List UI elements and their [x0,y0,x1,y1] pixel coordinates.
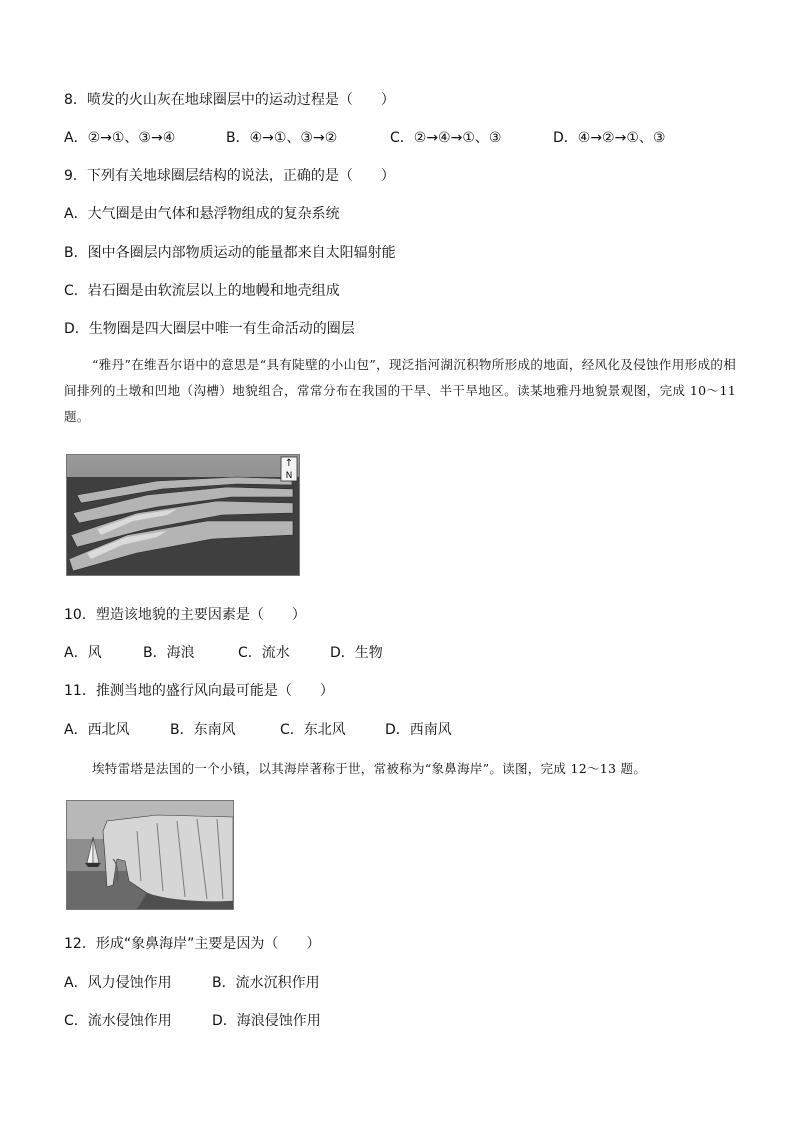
question-9-stem: 9．下列有关地球圈层结构的说法，正确的是（ ） [64,168,395,184]
question-11-option-d: D．西南风 [385,722,452,738]
question-10-option-c: C．流水 [238,645,290,661]
elephant-trunk-coast-photo [66,800,234,910]
question-10-option-d: D．生物 [330,645,383,661]
question-9-option-a: A．大气圈是由气体和悬浮物组成的复杂系统 [64,206,340,222]
question-11-stem: 11．推测当地的盛行风向最可能是（ ） [64,683,334,699]
question-8-stem: 8．喷发的火山灰在地球圈层中的运动过程是（ ） [64,92,395,108]
question-8-option-c: C．②→④→①、③ [390,130,502,146]
question-9-option-d: D．生物圈是四大圈层中唯一有生命活动的圈层 [64,321,355,337]
question-9-option-b: B．图中各圈层内部物质运动的能量都来自太阳辐射能 [64,245,396,261]
question-11-option-c: C．东北风 [280,722,346,738]
question-8-option-a: A．②→①、③→④ [64,130,176,146]
question-10-option-a: A．风 [64,645,102,661]
question-12-stem: 12．形成“象鼻海岸”主要是因为（ ） [64,936,321,952]
question-12-option-c: C．流水侵蚀作用 [64,1013,172,1029]
question-11-option-a: A．西北风 [64,722,130,738]
question-12-option-d: D．海浪侵蚀作用 [212,1013,321,1029]
etretat-passage: 埃特雷塔是法国的一个小镇，以其海岸著称于世，常被称为“象鼻海岸”。读图，完成 12～13 题。 [92,761,647,776]
question-11-option-b: B．东南风 [170,722,236,738]
question-9-option-c: C．岩石圈是由软流层以上的地幔和地壳组成 [64,283,340,299]
question-10-option-b: B．海浪 [143,645,195,661]
question-8-option-d: D．④→②→①、③ [553,130,666,146]
question-8-option-b: B．④→①、③→② [226,130,338,146]
question-10-stem: 10．塑造该地貌的主要因素是（ ） [64,607,306,623]
yardang-passage: “雅丹”在维吾尔语中的意思是“具有陡壁的小山包”，现泛指河湖沉积物所形成的地面，经风化及侵蚀作用形成的相间排列的土墩和凹地（沟槽）地貌组合，常常分布在我国的干旱、半干旱地区。读某地雅丹地貌景观图，完成 10～11 题。 [64,357,736,424]
yardang-landscape-photo [66,454,300,576]
question-12-option-b: B．流水沉积作用 [212,975,320,991]
compass-north-label: N [285,471,293,481]
question-12-option-a: A．风力侵蚀作用 [64,975,172,991]
compass-arrow-icon: ↑ [284,458,294,469]
